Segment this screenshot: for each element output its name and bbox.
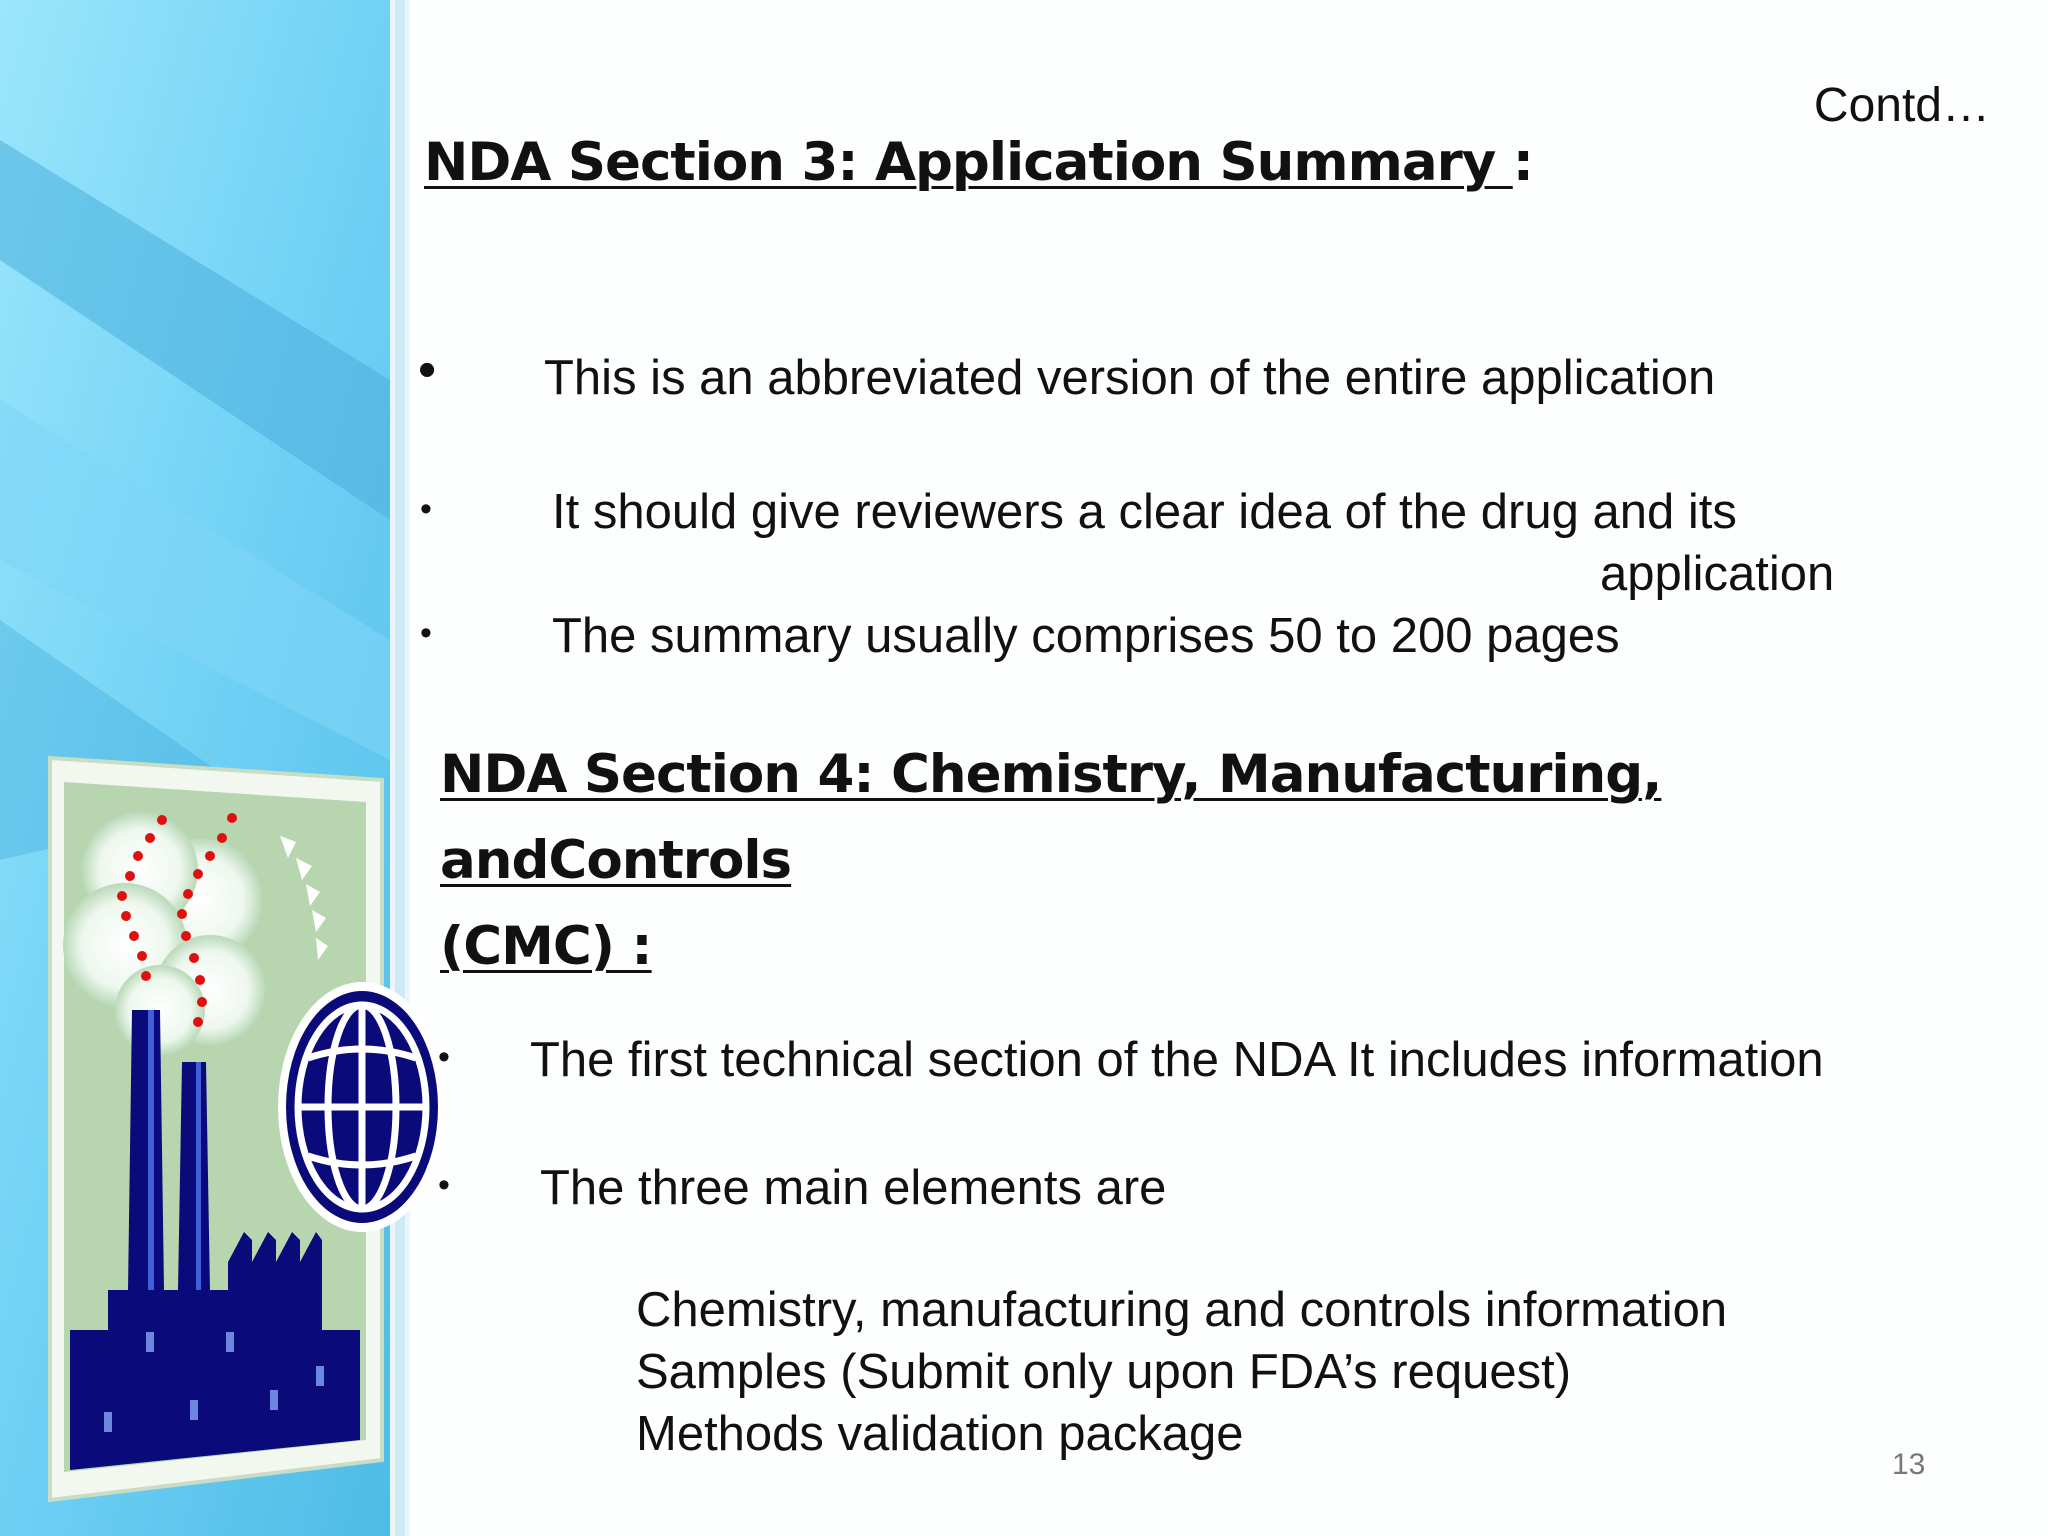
bullet-marker: • — [418, 341, 437, 399]
main-element-item: Chemistry, manufacturing and controls information — [636, 1283, 1728, 1337]
section-3-bullet-2-continuation: application — [1600, 547, 1835, 601]
section-3-bullet-3: The summary usually comprises 50 to 200 pages — [552, 609, 1620, 663]
section-3-bullet-2: It should give reviewers a clear idea of the drug and its — [552, 485, 1737, 539]
section-3-title-text: NDA Section 3: Application Summary — [424, 132, 1513, 193]
section-3-title — [424, 120, 1533, 206]
page-number: 13 — [1892, 1448, 1926, 1481]
section-4-bullet-1: The first technical section of the NDA It includes information — [530, 1033, 1824, 1087]
section-3-bullet-1: This is an abbreviated version of the entire application — [544, 351, 1716, 405]
main-element-item: Methods validation package — [636, 1407, 1244, 1461]
bullet-marker: • — [420, 614, 432, 652]
bullet-marker: • — [420, 490, 432, 528]
main-element-item: Samples (Submit only upon FDA’s request) — [636, 1345, 1572, 1399]
section-3-title-colon: : — [1512, 132, 1533, 193]
globe-icon — [274, 978, 450, 1236]
section-4-title — [440, 732, 2020, 990]
continued-label: Contd… — [1813, 79, 1990, 132]
section-4-bullet-2: The three main elements are — [540, 1161, 1167, 1215]
section-4-title-line-1: NDA Section 4: Chemistry, Manufacturing, andControls — [440, 744, 1662, 891]
bullet-marker: • — [438, 1038, 450, 1076]
decorative-sidebar — [0, 0, 410, 1536]
bullet-marker: • — [438, 1166, 450, 1204]
section-4-title-line-2: (CMC) : — [440, 916, 652, 977]
